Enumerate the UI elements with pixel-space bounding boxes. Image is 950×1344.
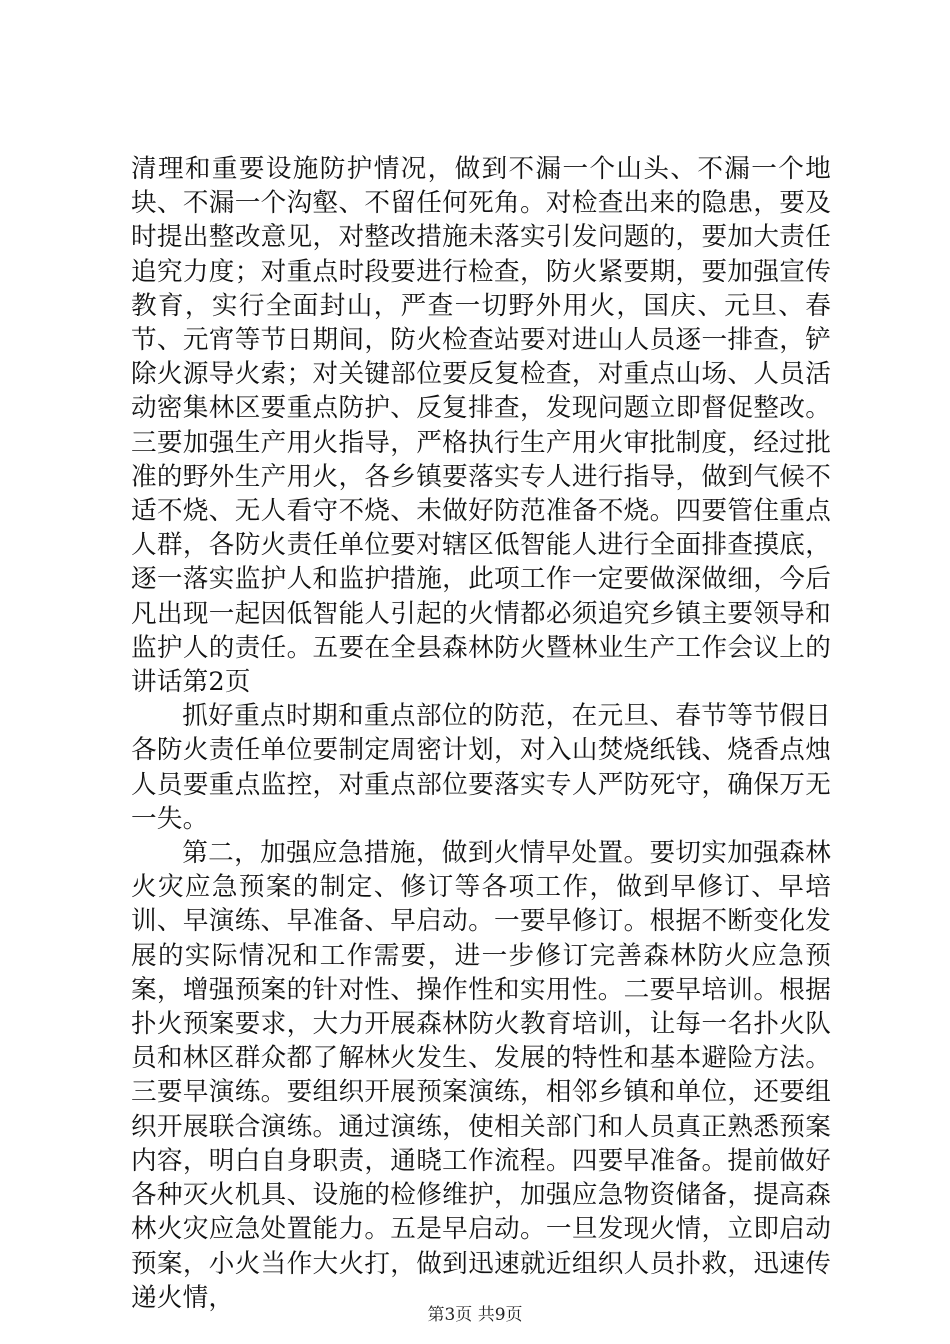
document-body bbox=[131, 152, 831, 1315]
paragraph-2: 抓好重点时期和重点部位的防范，在元旦、春节等节假日各防火责任单位要制定周密计划，对入山焚烧纸钱、烧香点烛人员要重点监控，对重点部位要落实专人严防死守，确保万无一失。 bbox=[131, 701, 831, 834]
paragraph-1: 清理和重要设施防护情况，做到不漏一个山头、不漏一个地块、不漏一个沟壑、不留任何死角。对检查出来的隐患，要及时提出整改意见，对整改措施未落实引发问题的，要加大责任追究力度；对重点时段要进行检查，防火紧要期，要加强宣传教育，实行全面封山，严查一切野外用火，国庆、元旦、春节、元宵等节日期间，防火检查站要对进山人员逐一排查，铲除火源导火索；对关键部位要反复检查，对重点山场、人员活动密集林区要重点防护、反复排查，发现问题立即督促整改。三要加强生产用火指导，严格执行生产用火审批制度，经过批准的野外生产用火，各乡镇要落实专人进行指导，做到气候不适不烧、无人看守不烧、未做好防范准备不烧。四要管住重点人群，各防火责任单位要对辖区低智能人进行全面排查摸底，逐一落实监护人和监护措施，此项工作一定要做深做细，今后凡出现一起因低智能人引起的火情都必须追究乡镇主要领导和监护人的责任。五要在全县森林防火暨林业生产工作会议上的讲话第2页 bbox=[131, 154, 831, 698]
page-footer: 第3页 共9页 bbox=[427, 1305, 523, 1325]
paragraph-3: 第二，加强应急措施，做到火情早处置。要切实加强森林火灾应急预案的制定、修订等各项工作，做到早修订、早培训、早演练、早准备、早启动。一要早修订。根据不断变化发展的实际情况和工作需要，进一步修订完善森林防火应急预案，增强预案的针对性、操作性和实用性。二要早培训。根据扑火预案要求，大力开展森林防火教育培训，让每一名扑火队员和林区群众都了解林火发生、发展的特性和基本避险方法。三要早演练。要组织开展预案演练，相邻乡镇和单位，还要组织开展联合演练。通过演练，使相关部门和人员真正熟悉预案内容，明白自身职责，通晓工作流程。四要早准备。提前做好各种灭火机具、设施的检修维护，加强应急物资储备，提高森林火灾应急处置能力。五是早启动。一旦发现火情，立即启动预案，小火当作大火打，做到迅速就近组织人员扑救，迅速传递火情， bbox=[131, 838, 831, 1313]
